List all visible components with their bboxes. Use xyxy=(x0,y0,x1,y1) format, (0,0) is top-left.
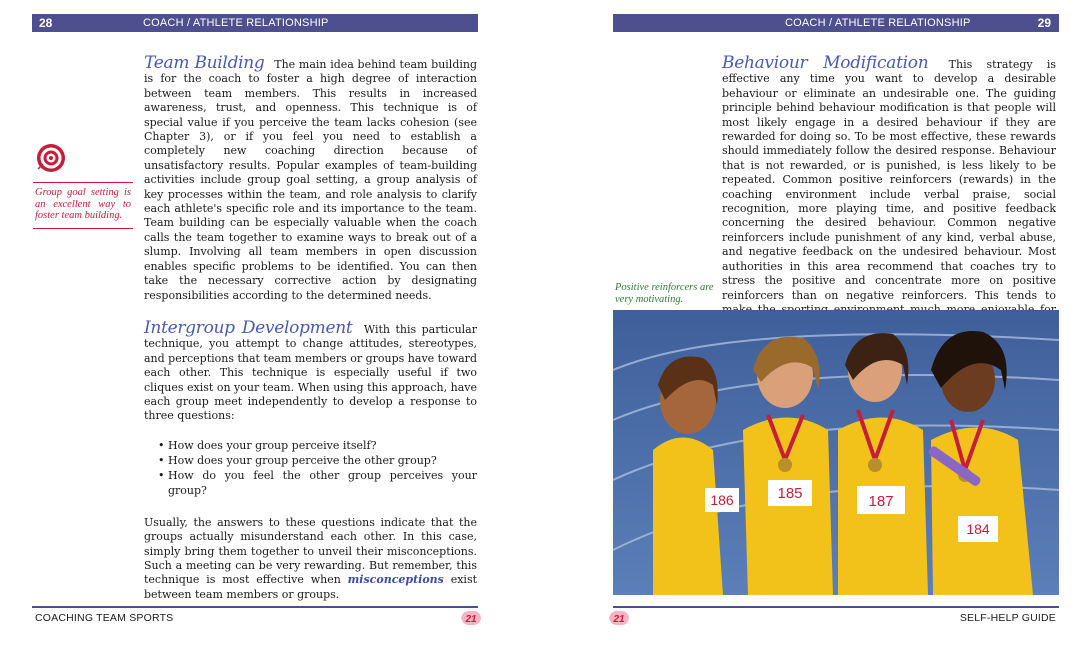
page-number-left: 28 xyxy=(39,16,53,30)
list-item: • How does your group perceive the other group? xyxy=(158,453,477,468)
bib-186: 186 xyxy=(710,492,734,508)
closing-text-after: exist between team members or groups. xyxy=(144,573,478,601)
list-item: • How does your group perceive itself? xyxy=(158,438,477,453)
footer-rule-left xyxy=(32,606,478,608)
team-building-heading: Team Building xyxy=(144,53,265,73)
team-building-paragraph xyxy=(144,53,478,303)
side-note-left: Group goal setting is an excellent way to foster team building. xyxy=(33,182,133,229)
footer-title-right: SELF-HELP GUIDE xyxy=(959,612,1056,624)
footer-rule-right xyxy=(613,606,1059,608)
behaviour-text: This strategy is effective any time you want to develop a desirable behaviour or eliminate an undesirable one. The guiding principle behind behaviour modification is that people will most likely engage in a desired behaviour if they are rewarded for doing so. To be most effective, these rewards should immediately follow the desired response. Behaviour that is not rewarded, or is punished, is less likely to be repeated. Common positive reinforcers (rewards) in the coaching environment include verbal praise, social recognition, more playing time, and positive feedback concerning the desired behaviour. Common negative reinforcers include punishment of any kind, verbal abuse, and negative feedback on the undesired behaviour. Most authorities in this area recommend that coaches try to stress the positive and concentrate more on positive reinforcers than on negative reinforcers. This tends to xyxy=(722,58,1057,302)
athletes-illustration xyxy=(613,310,1059,595)
intergroup-text: With this particular technique, you attempt to change attitudes, stereotypes, and perceptions that team members or groups have toward each other. This technique is especially useful if two cliques exist on your team. When using this approach, have each group meet independently to develop a response to three questions: xyxy=(144,322,477,423)
intergroup-paragraph xyxy=(144,317,477,424)
publisher-logo-right xyxy=(608,609,630,627)
side-note-right: Positive reinforcers are very motivating. xyxy=(615,282,714,305)
page-number-right: 29 xyxy=(1037,16,1051,30)
footer-title-left: COACHING TEAM SPORTS xyxy=(35,612,174,624)
behaviour-paragraph xyxy=(722,53,1057,332)
intergroup-closing xyxy=(144,516,477,602)
misconceptions-emphasis: misconceptions xyxy=(347,573,444,587)
athletes-photo xyxy=(613,310,1059,595)
header-bar-right xyxy=(613,14,1059,32)
behaviour-heading: Behaviour Modification xyxy=(722,53,929,73)
right-column xyxy=(722,53,1057,332)
bib-185: 185 xyxy=(777,485,803,502)
target-icon xyxy=(35,142,67,174)
left-column xyxy=(144,53,478,602)
running-title-left: COACH / ATHLETE RELATIONSHIP xyxy=(143,17,329,29)
svg-text:21: 21 xyxy=(465,614,477,625)
svg-text:21: 21 xyxy=(613,614,625,625)
bib-184: 184 xyxy=(966,521,990,537)
running-title-right: COACH / ATHLETE RELATIONSHIP xyxy=(785,17,971,29)
header-bar-left xyxy=(32,14,478,32)
question-list xyxy=(158,438,477,498)
team-building-text: The main idea behind team building is for the coach to foster a high degree of interaction between team members. This results in increased awareness, trust, and openness. This technique is of special value if you perceive the team lacks cohesion (see Chapter 3), or if you feel you need to establish a completely new coaching direction because of unsatisfactory results. Popular examples of team-building activities include group goal setting, a group analysis of key processes within the team, and role analysis to clarify each athlete's specific role and its importance to the team. Team building can be especially valuable when the coach calls the team together to examine ways to break out of a slump. Involving all team members in open discussion enables specific problems to be identified. You can then take the necessary corrective action by designating responsibilities according to the determined needs. xyxy=(144,58,478,302)
publisher-logo-left xyxy=(460,609,482,627)
closing-text-before: Usually, the answers to these questions indicate that the groups actually misunderstand each other. In this case, simply bring them together to unveil their misconceptions. Such a meeting can be very rewarding. But remember, this technique is most effective when xyxy=(144,515,477,587)
list-item: • How do you feel the other group perceives your group? xyxy=(158,468,477,498)
intergroup-heading: Intergroup Development xyxy=(144,317,353,338)
bib-187: 187 xyxy=(868,493,894,510)
